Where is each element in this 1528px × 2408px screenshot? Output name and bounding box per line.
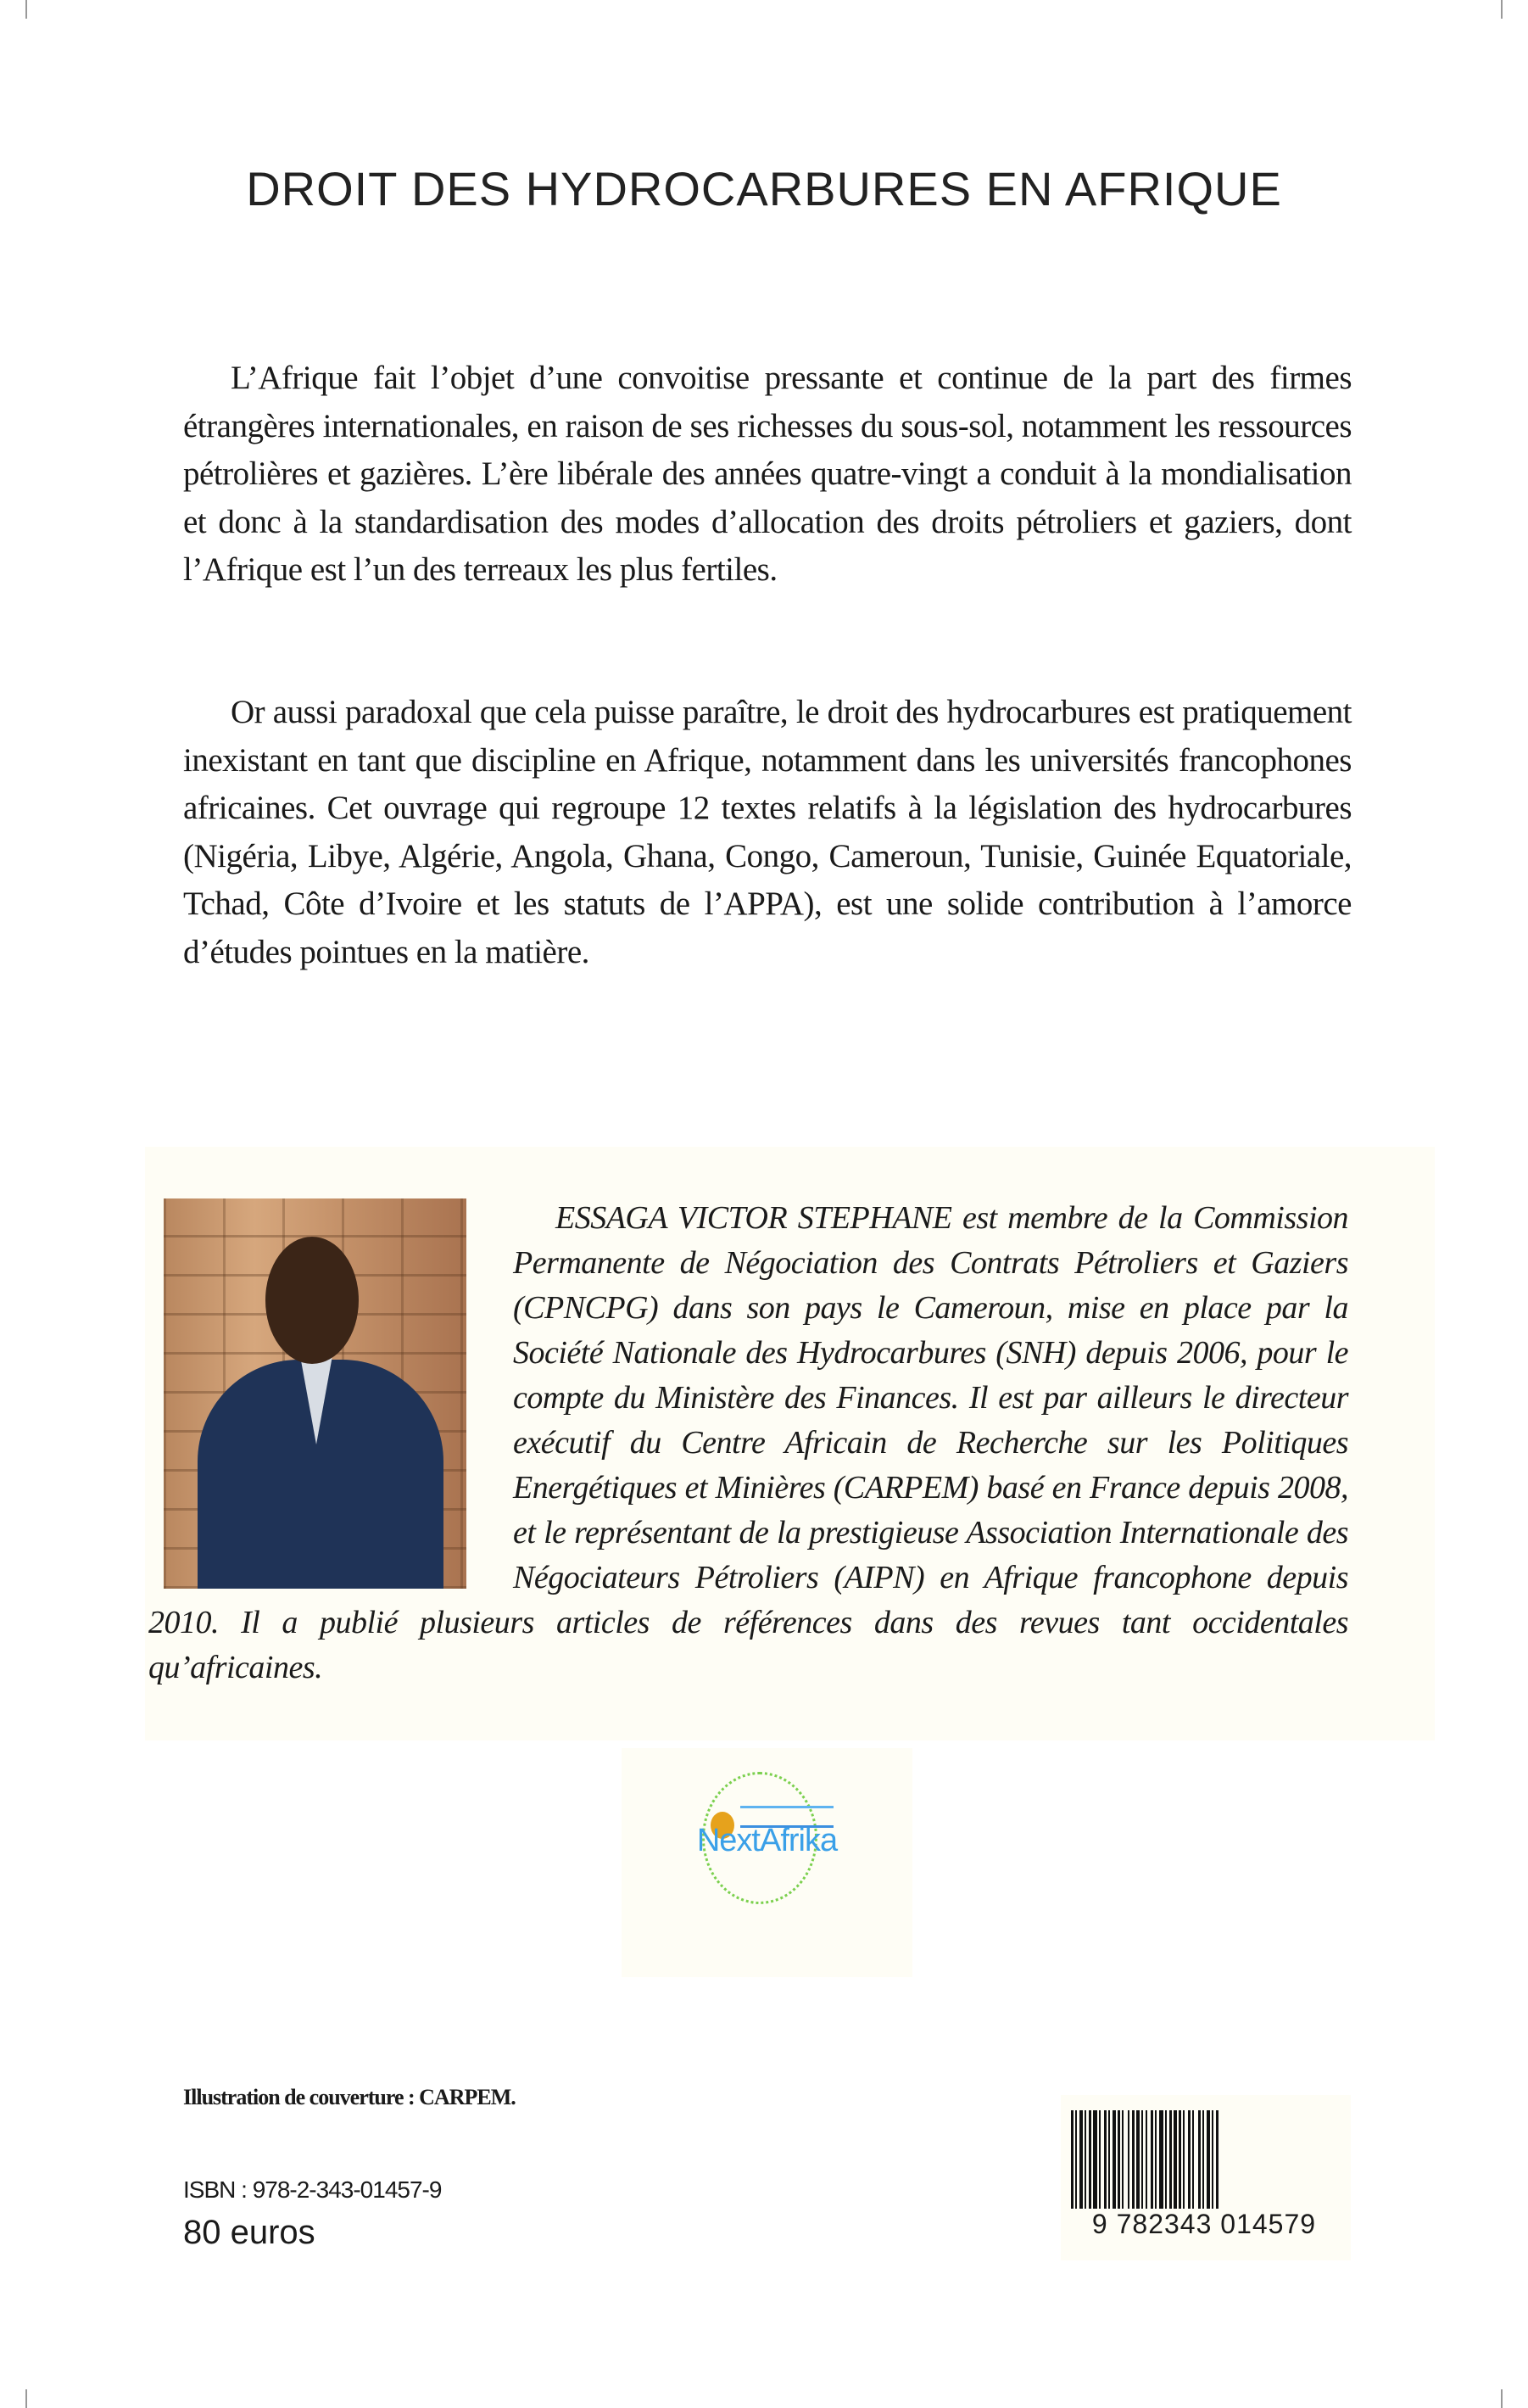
price: 80 euros	[183, 2214, 315, 2251]
publisher-logo	[622, 1748, 912, 1977]
summary-paragraph-1: L’Afrique fait l’objet d’une convoitise pressante et continue de la part des firmes étrangères internationales, en raison de ses richesses du sous-sol, notamment les ressources pétrolières et gazières. L’ère libérale des années quatre-vingt a conduit à la mondialisation et donc à la standardisation des modes d’allocation des droits pétroliers et gaziers, dont l’Afrique est l’un des terreaux les plus fertiles.	[183, 360, 1352, 588]
barcode	[1061, 2095, 1351, 2260]
summary-paragraph-2: Or aussi paradoxal que cela puisse paraître, le droit des hydrocarbures est pratiquement inexistant en tant que discipline en Afrique, notamment dans les universités francophones africaines. Cet ouvrage qui regroupe 12 textes relatifs à la législation des hydrocarbures (Nigéria, Libye, Algérie, Angola, Ghana, Congo, Cameroun, Tunisie, Guinée Equatoriale, Tchad, Côte d’Ivoire et les statuts de l’APPA), est une solide contribution à l’amorce d’études pointues en la matière.	[183, 694, 1352, 970]
crop-mark	[1501, 0, 1503, 19]
author-bio-container	[148, 1196, 1348, 1690]
barcode-number: 9 782343 014579	[1064, 2209, 1344, 2240]
author-bio: ESSAGA VICTOR STEPHANE est membre de la Commission Permanente de Négociation des Contrats Pétroliers et Gaziers (CPNCPG) dans son pays le Cameroun, mise en place par la Société Nationale des Hydrocarbures (SNH) depuis 2006, pour le compte du Ministère des Finances. Il est par ailleurs le directeur exécutif du Centre Africain de Recherche sur les Politiques Energétiques et Minières (CARPEM) basé en France depuis 2008, et le représentant de la prestigieuse Association Internationale des Négociateurs Pétroliers (AIPN) en Afrique francophone depuis 2010. Il a publié plusieurs articles de références dans des revues tant occidentales qu’africaines.	[148, 1200, 1348, 1685]
crop-mark	[25, 0, 27, 19]
cover-credit: Illustration de couverture : CARPEM.	[183, 2085, 516, 2109]
isbn: ISBN : 978-2-343-01457-9	[183, 2176, 442, 2203]
logo-text: NextAfrika	[696, 1823, 838, 1858]
crop-mark	[1501, 2389, 1503, 2408]
crop-mark	[25, 2389, 27, 2408]
book-title: DROIT DES HYDROCARBURES EN AFRIQUE	[246, 162, 1282, 215]
